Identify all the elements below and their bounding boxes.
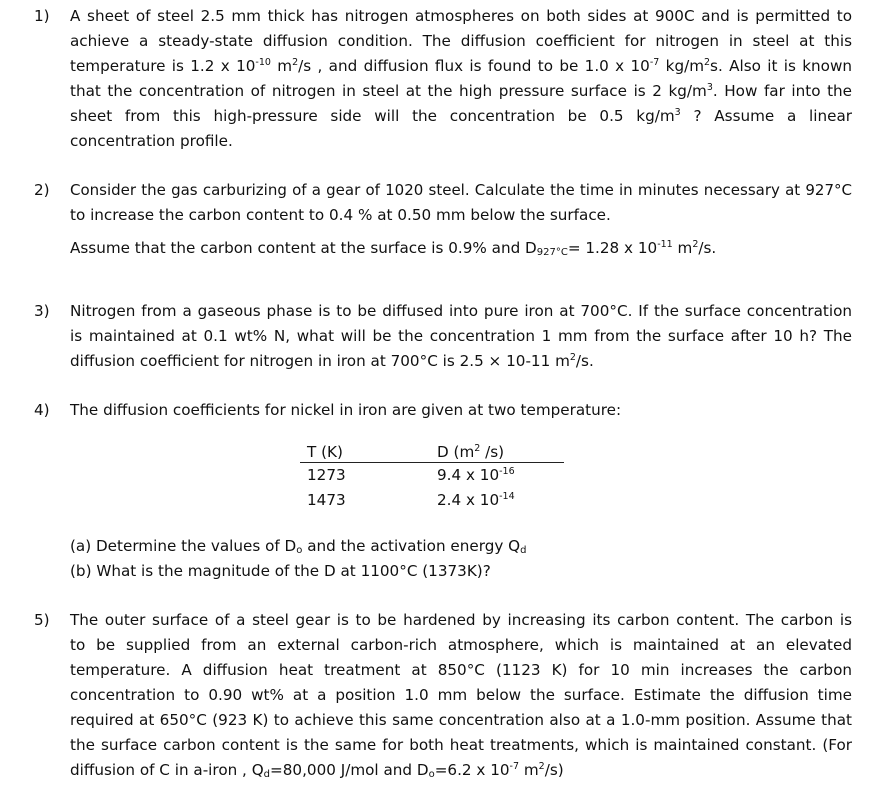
table-header-diffusivity: D ($m^2$ /s) bbox=[437, 443, 505, 461]
problem-2-line-1: Consider the gas carburizing of a gear of 1020 steel. Calculate the time in minutes necessary at 927°C bbox=[70, 181, 852, 199]
problem-2-line-3: Assume that the carbon content at the surface is 0.9% and $D_{927^\circ C}= 1.28$ x $10^{-11}$ $m^2/s$. bbox=[70, 239, 717, 258]
problem-1-number: 1) bbox=[34, 7, 50, 25]
table-cell-diffusivity: 2.4 x $10^{-14}$ bbox=[437, 491, 515, 509]
problem-5-line-1: The outer surface of a steel gear is to be hardened by increasing its carbon content. The carbon is bbox=[70, 611, 852, 629]
problem-1-line-1: A sheet of steel 2.5 mm thick has nitrogen atmospheres on both sides at 900C and is permitted to bbox=[70, 7, 852, 25]
problem-4-number: 4) bbox=[34, 401, 50, 419]
problem-3 bbox=[34, 299, 852, 374]
problem-3-line-3: diffusion coefficient for nitrogen in iron at 700°C is 2.5 × 10-11 $m^2/s$. bbox=[70, 352, 594, 370]
problem-1-line-3: temperature is 1.2 x $10^{-10}$ $m^2/s$ , and diffusion flux is found to be 1.0 x $10^{-7}$ $kg/m^2s$. Also it is known bbox=[70, 57, 853, 75]
problem-4-line-1: The diffusion coefficients for nickel in iron are given at two temperature: bbox=[70, 401, 622, 419]
problem-1-line-6: concentration profile. bbox=[70, 132, 233, 150]
problem-4-parts bbox=[34, 534, 852, 584]
problem-1-line-5: sheet from this high-pressure side will the concentration be 0.5 $kg/m^3$ ? Assume a linear bbox=[70, 107, 853, 125]
problem-5-line-3: temperature. A diffusion heat treatment at 850°C (1123 K) for 10 min increases the carbon bbox=[70, 661, 852, 679]
table-cell-temperature: 1273 bbox=[307, 466, 346, 484]
problem-1-line-2: achieve a steady-state diffusion condition. The diffusion coefficient for nitrogen in steel at this bbox=[70, 32, 852, 50]
problem-3-number: 3) bbox=[34, 302, 50, 320]
problem-4 bbox=[34, 398, 852, 423]
table-header-temperature: T (K) bbox=[307, 443, 343, 461]
problem-5-line-2: to be supplied from an external carbon-rich atmosphere, which is maintained at an elevated bbox=[70, 636, 852, 654]
problem-4-part-a: (a) Determine the values of $D_o$ and the activation energy $Q_d$ bbox=[70, 537, 527, 556]
problem-5-line-5: required at 650°C (923 K) to achieve this same concentration also at a 1.0-mm position. Assume that bbox=[70, 711, 852, 729]
table-cell-diffusivity: 9.4 x $10^{-16}$ bbox=[437, 466, 515, 484]
table-header bbox=[300, 442, 564, 463]
problem-1-line-4: that the concentration of nitrogen in steel at the high pressure surface is 2 $kg/m^3$. How far into the bbox=[70, 82, 852, 100]
table-row bbox=[300, 463, 564, 488]
problem-2-number: 2) bbox=[34, 181, 50, 199]
problem-5-line-6: the surface carbon content is the same for both heat treatments, which is maintained constant. (For bbox=[70, 736, 852, 754]
table-cell-temperature: 1473 bbox=[307, 491, 346, 509]
problem-2-line-2: to increase the carbon content to 0.4 % at 0.50 mm below the surface. bbox=[70, 206, 611, 224]
problem-1 bbox=[34, 4, 852, 154]
problem-4-part-b: (b) What is the magnitude of the D at 1100°C (1373K)? bbox=[70, 562, 491, 580]
diffusion-table bbox=[300, 442, 564, 513]
table-row bbox=[300, 488, 564, 513]
problem-2 bbox=[34, 178, 852, 261]
problem-3-line-1: Nitrogen from a gaseous phase is to be diffused into pure iron at 700°C. If the surface concentration bbox=[70, 302, 852, 320]
problem-3-line-2: is maintained at 0.1 wt% N, what will be the concentration 1 mm from the surface after 10 h? The bbox=[70, 327, 852, 345]
problem-5 bbox=[34, 608, 852, 783]
problem-5-number: 5) bbox=[34, 611, 50, 629]
problem-5-line-7: diffusion of C in a-iron , $Q_d=80,000$ J/mol and $D_o=6.2$ x $10^{-7}$ $m^2/s$) bbox=[70, 761, 564, 780]
problem-5-line-4: concentration to 0.90 wt% at a position 1.0 mm below the surface. Estimate the diffusion time bbox=[70, 686, 852, 704]
